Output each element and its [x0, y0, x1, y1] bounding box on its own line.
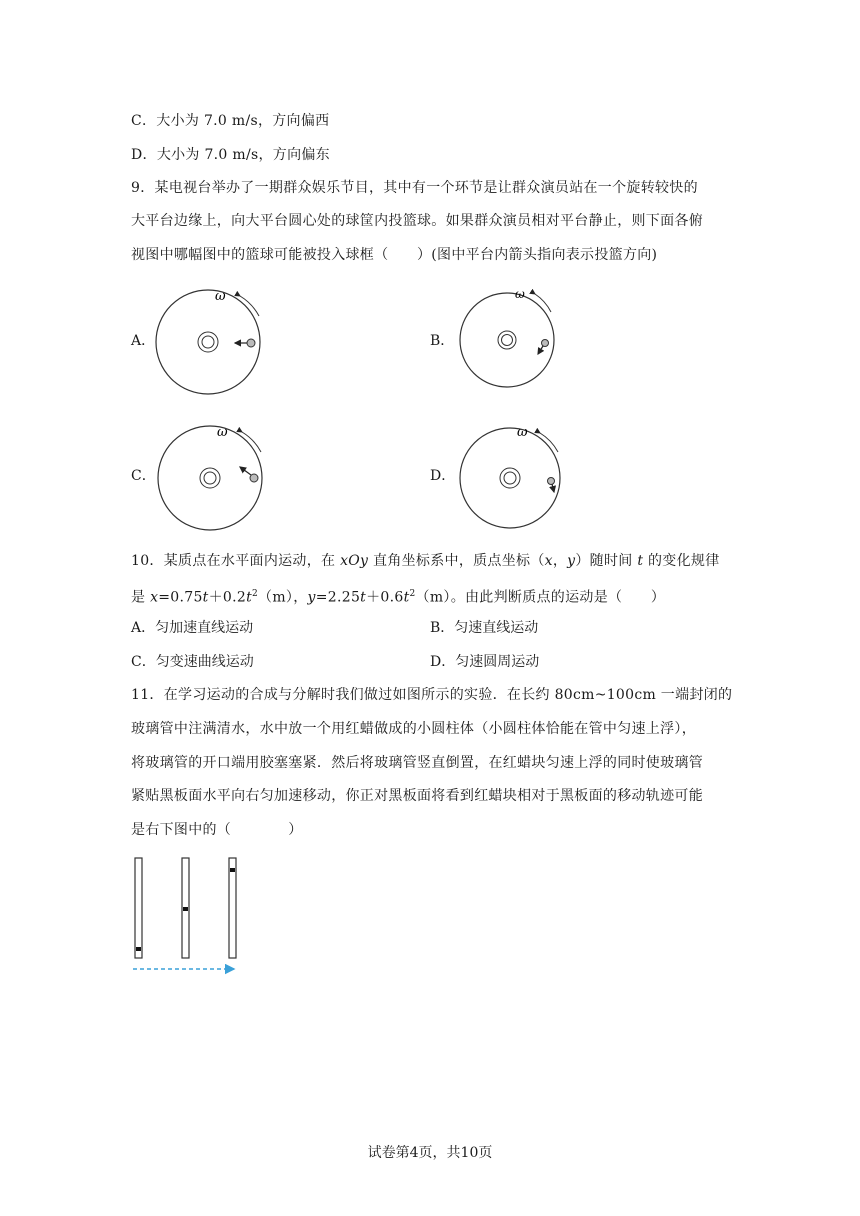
text-run: =0.75 — [158, 589, 203, 606]
q10-option-c: C．匀变速曲线运动 — [131, 654, 254, 670]
throw-direction-arrow — [552, 484, 554, 492]
basket-inner — [202, 336, 214, 348]
text-run: （m）， — [258, 589, 308, 606]
basket-inner — [504, 472, 516, 484]
q11-stem-line5: 是右下图中的（ ） — [131, 822, 303, 838]
text-run: 10．某质点在水平面内运动，在 — [131, 553, 341, 569]
basket-outer — [500, 468, 520, 488]
glass-tube-1 — [135, 858, 142, 958]
basketball — [542, 340, 549, 347]
q11-stem-line1: 11．在学习运动的合成与分解时我们做过如图所示的实验．在长约 80cm~100cm 一端封闭的 — [131, 687, 733, 703]
q10-stem-line2 — [131, 584, 731, 608]
text-run: t — [246, 589, 253, 606]
text-run: 的变化规律 — [643, 553, 720, 569]
basket-outer — [198, 332, 218, 352]
text-run: t — [403, 589, 410, 606]
wax-block-3 — [230, 868, 235, 872]
text-run: x — [150, 589, 159, 606]
q9-label-d: D． — [430, 468, 456, 484]
platform-circle — [460, 428, 560, 528]
basketball — [250, 474, 258, 482]
text-run: 是 — [131, 589, 151, 606]
superscript: 2 — [409, 589, 416, 599]
wax-block-2 — [183, 907, 188, 911]
page-footer: 试卷第4页，共10页 — [367, 1145, 493, 1161]
basket-outer — [498, 331, 516, 349]
text-run: ＋0.6 — [366, 589, 404, 606]
q9-label-b: B． — [430, 333, 455, 349]
throw-direction-arrow — [240, 467, 251, 475]
q11-stem-line3: 将玻璃管的开口端用胶塞塞紧．然后将玻璃管竖直倒置，在红蜡块匀速上浮的同时使玻璃管 — [131, 755, 703, 771]
q9-figure-b — [455, 282, 575, 392]
text-run: t — [637, 553, 644, 569]
q10-option-b: B．匀速直线运动 — [430, 620, 539, 636]
q9-stem-line2: 大平台边缘上，向大平台圆心处的球筐内投篮球。如果群众演员相对平台静止，则下面各俯 — [131, 213, 703, 229]
throw-direction-arrow — [538, 346, 543, 354]
rotation-arrow — [540, 433, 558, 452]
superscript: 2 — [252, 589, 259, 599]
q11-stem-line4: 紧贴黑板面水平向右匀加速移动，你正对黑板面将看到红蜡块相对于黑板面的移动轨迹可能 — [131, 788, 703, 804]
text-run: =2.25 — [315, 589, 361, 606]
basket-inner — [502, 335, 513, 346]
text-run: t — [202, 589, 209, 606]
q9-figure-d — [455, 416, 575, 536]
text-run: y — [567, 553, 576, 569]
basketball — [548, 478, 555, 485]
omega-symbol: ω — [215, 289, 226, 304]
q11-stem-line2: 玻璃管中注满清水，水中放一个用红蜡做成的小圆柱体（小圆柱体恰能在管中匀速上浮）， — [131, 721, 696, 737]
q8-option-d: D．大小为 7.0 m/s，方向偏东 — [131, 147, 330, 163]
text-run: xOy — [340, 553, 369, 569]
omega-symbol: ω — [217, 425, 228, 440]
text-run: （m）。由此判断质点的运动是（ ） — [415, 589, 666, 606]
glass-tube-3 — [229, 858, 236, 958]
rotation-arrow — [240, 296, 259, 316]
q9-stem-line1: 9．某电视台举办了一期群众娱乐节目，其中有一个环节是让群众演员站在一个旋转较快的 — [131, 180, 698, 196]
basket-outer — [200, 468, 220, 488]
q10-option-d: D．匀速圆周运动 — [430, 654, 540, 670]
platform-circle — [158, 426, 262, 530]
text-run: 直角坐标系中，质点坐标（ — [368, 553, 545, 569]
q10-option-a: A．匀加速直线运动 — [131, 620, 254, 636]
q9-label-c: C． — [131, 468, 156, 484]
q8-option-c: C．大小为 7.0 m/s，方向偏西 — [131, 113, 330, 129]
platform-circle — [156, 290, 260, 394]
omega-symbol: ω — [515, 287, 525, 301]
text-run: y — [307, 589, 316, 606]
q11-tube-figure — [128, 856, 248, 980]
q9-label-a: A． — [131, 333, 156, 349]
wax-block-1 — [136, 947, 141, 951]
basket-inner — [204, 472, 216, 484]
platform-circle — [460, 293, 554, 387]
text-run: ）随时间 — [575, 553, 638, 569]
q10-stem-line1 — [131, 551, 731, 571]
q9-stem-line3: 视图中哪幅图中的篮球可能被投入球框（ ）(图中平台内箭头指向表示投篮方向) — [131, 247, 658, 263]
rotation-arrow — [242, 432, 261, 452]
q9-figure-c — [150, 416, 280, 536]
q9-figure-a — [150, 282, 280, 402]
omega-symbol: ω — [517, 425, 528, 440]
text-run: x — [544, 553, 553, 569]
text-run: ＋0.2 — [208, 589, 247, 606]
basketball — [247, 339, 255, 347]
text-run: t — [360, 589, 367, 606]
text-run: ， — [552, 553, 568, 569]
